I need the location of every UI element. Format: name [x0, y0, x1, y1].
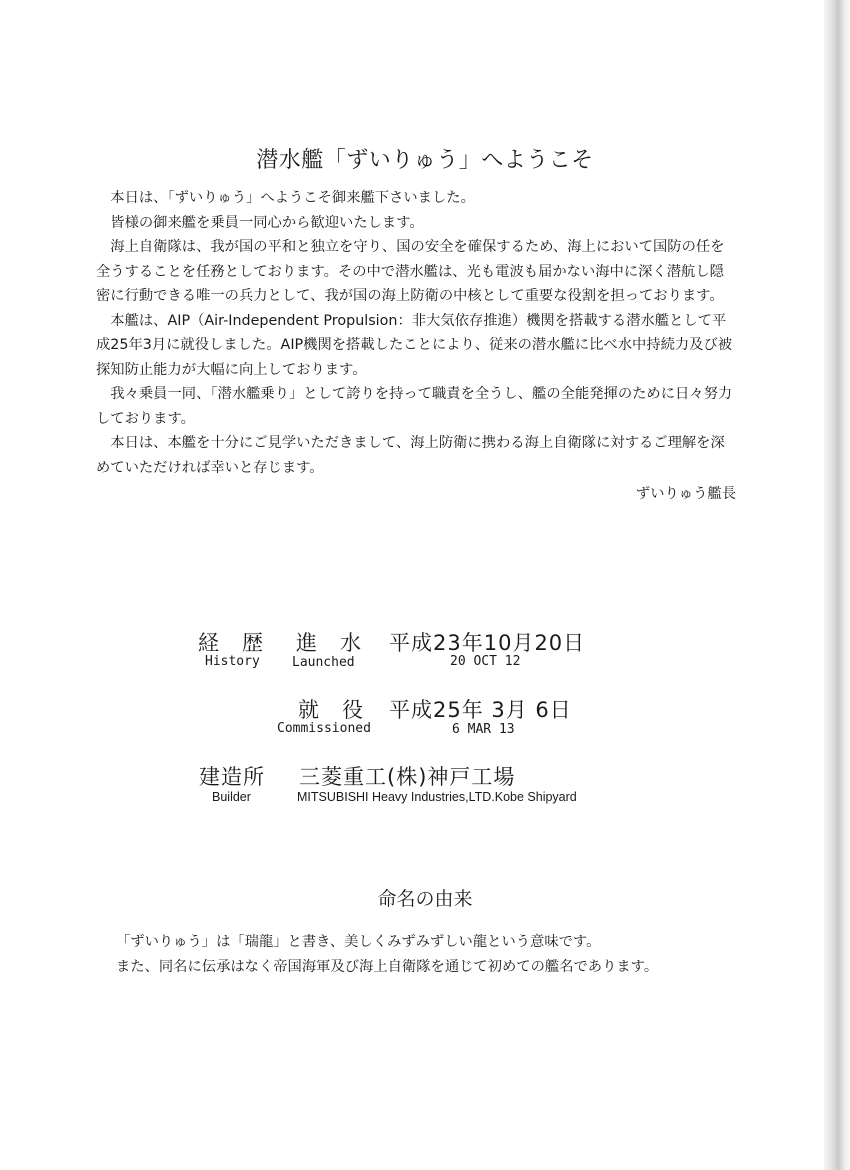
builder-label-en: Builder — [212, 790, 251, 804]
welcome-message — [96, 186, 736, 507]
naming-heading: 命名の由来 — [377, 888, 473, 910]
launched-label-en: Launched — [292, 655, 355, 670]
page-edge-shadow — [824, 0, 850, 1170]
naming-line: 「ずいりゅう」は「瑞龍」と書き、美しくみずみずしい龍という意味です。 — [116, 934, 601, 950]
paragraph: 本艦は、AIP（Air-Independent Propulsion：非大気依存推進）機関を搭載する潜水艦として平成25年3月に就役しました。AIP機関を搭載したことにより、従来の潜水艦に比べ水中持続力及び被探知防止能力が大幅に向上しております。 — [96, 312, 733, 378]
launched-date: 平成23年10月20日 — [389, 631, 586, 655]
page-title: 潜水艦「ずいりゅう」へようこそ — [256, 148, 594, 173]
paragraph: 皆様の御来艦を乗員一同心から歓迎いたします。 — [110, 214, 424, 231]
commissioned-label-en: Commissioned — [277, 721, 371, 736]
paragraph: 本日は、本艦を十分にご見学いただきまして、海上防衛に携わる海上自衛隊に対するご理解を深めていただければ幸いと存じます。 — [96, 435, 725, 476]
builder-name: 三菱重工(株)神戸工場 — [299, 765, 516, 789]
paragraph: 我々乗員一同、「潜水艦乗り」として誇りを持って職責を全うし、艦の全能発揮のために日々努力しております。 — [96, 386, 733, 427]
paragraph: 海上自衛隊は、我が国の平和と独立を守り、国の安全を確保するため、海上において国防の任を全うすることを任務としております。その中で潜水艦は、光も電波も届かない海中に深く潜航し隠密に行動できる唯一の兵力として、我が国の海上防衛の中核として重要な役割を担っております。 — [96, 239, 725, 304]
commissioned-date-en: 6 MAR 13 — [452, 722, 515, 737]
history-label-en: History — [205, 654, 260, 669]
signature: ずいりゅう艦長 — [635, 486, 736, 502]
naming-line: また、同名に伝承はなく帝国海軍及び海上自衛隊を通じて初めての艦名であります。 — [116, 959, 659, 975]
commissioned-label: 就 役 — [298, 698, 364, 722]
builder-name-en: MITSUBISHI Heavy Industries,LTD.Kobe Shipyard — [297, 790, 577, 804]
builder-label: 建造所 — [199, 765, 265, 789]
paragraph: 本日は、「ずいりゅう」へようこそ御来艦下さいました。 — [110, 190, 475, 206]
launched-label: 進 水 — [296, 631, 362, 655]
naming-text — [116, 930, 756, 980]
history-label: 経 歴 — [198, 631, 264, 655]
commissioned-date: 平成25年 3月 6日 — [389, 698, 572, 722]
launched-date-en: 20 OCT 12 — [450, 654, 521, 669]
